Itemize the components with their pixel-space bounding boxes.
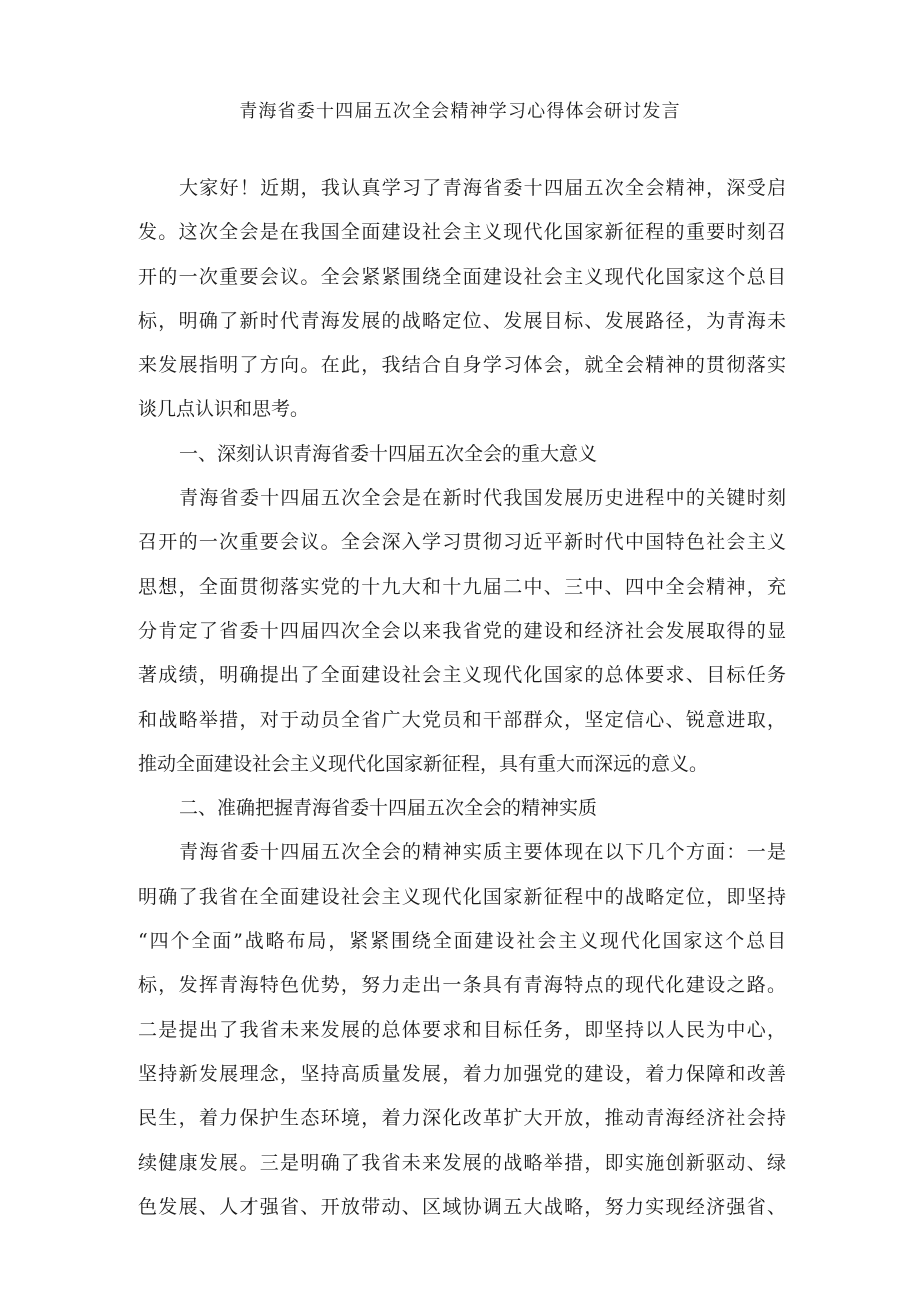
text-line: 续健康发展。三是明确了我省未来发展的战略举措，即实施创新驱动、绿	[138, 1151, 786, 1174]
text-line: 召开的一次重要会议。全会深入学习贯彻习近平新时代中国特色社会主义	[138, 531, 786, 554]
text-line: 来发展指明了方向。在此，我结合自身学习体会，就全会精神的贯彻落实	[138, 354, 786, 377]
text-line: 和战略举措，对于动员全省广大党员和干部群众，坚定信心、锐意进取，	[138, 708, 786, 731]
text-line: 二是提出了我省未来发展的总体要求和目标任务，即坚持以人民为中心，	[138, 1018, 786, 1041]
document-body	[138, 166, 786, 1229]
text-line: 推动全面建设社会主义现代化国家新征程，具有重大而深远的意义。	[138, 752, 709, 775]
text-line: 大家好！近期，我认真学习了青海省委十四届五次全会精神，深受启	[179, 177, 786, 199]
text-line: 开的一次重要会议。全会紧紧围绕全面建设社会主义现代化国家这个总目	[138, 265, 786, 288]
text-line: 发。这次全会是在我国全面建设社会主义现代化国家新征程的重要时刻召	[138, 221, 786, 244]
text-line: 青海省委十四届五次全会是在新时代我国发展历史进程中的关键时刻	[179, 487, 786, 510]
text-line: 二、准确把握青海省委十四届五次全会的精神实质	[179, 797, 598, 820]
document-title: 青海省委十四届五次全会精神学习心得体会研讨发言	[239, 101, 681, 122]
text-line: 著成绩，明确提出了全面建设社会主义现代化国家的总体要求、目标任务	[138, 664, 786, 687]
text-line: 明确了我省在全面建设社会主义现代化国家新征程中的战略定位，即坚持	[138, 885, 786, 908]
text-line: 一、深刻认识青海省委十四届五次全会的重大意义	[179, 442, 598, 465]
text-line: 谈几点认识和思考。	[138, 398, 310, 421]
text-line: 标，发挥青海特色优势，努力走出一条具有青海特点的现代化建设之路。	[138, 974, 786, 997]
text-line: 思想，全面贯彻落实党的十九大和十九届二中、三中、四中全会精神，充	[138, 575, 786, 598]
text-line: 分肯定了省委十四届四次全会以来我省党的建设和经济社会发展取得的显	[138, 619, 786, 642]
text-line: 坚持新发展理念，坚持高质量发展，着力加强党的建设，着力保障和改善	[138, 1062, 786, 1085]
text-line: 标，明确了新时代青海发展的战略定位、发展目标、发展路径，为青海未	[138, 309, 786, 332]
text-line: “四个全面”战略布局，紧紧围绕全面建设社会主义现代化国家这个总目	[138, 930, 786, 953]
text-line: 青海省委十四届五次全会的精神实质主要体现在以下几个方面：一是	[179, 841, 786, 864]
text-line: 民生，着力保护生态环境，着力深化改革扩大开放，推动青海经济社会持	[138, 1107, 786, 1130]
text-line: 色发展、人才强省、开放带动、区域协调五大战略，努力实现经济强省、	[138, 1195, 786, 1218]
